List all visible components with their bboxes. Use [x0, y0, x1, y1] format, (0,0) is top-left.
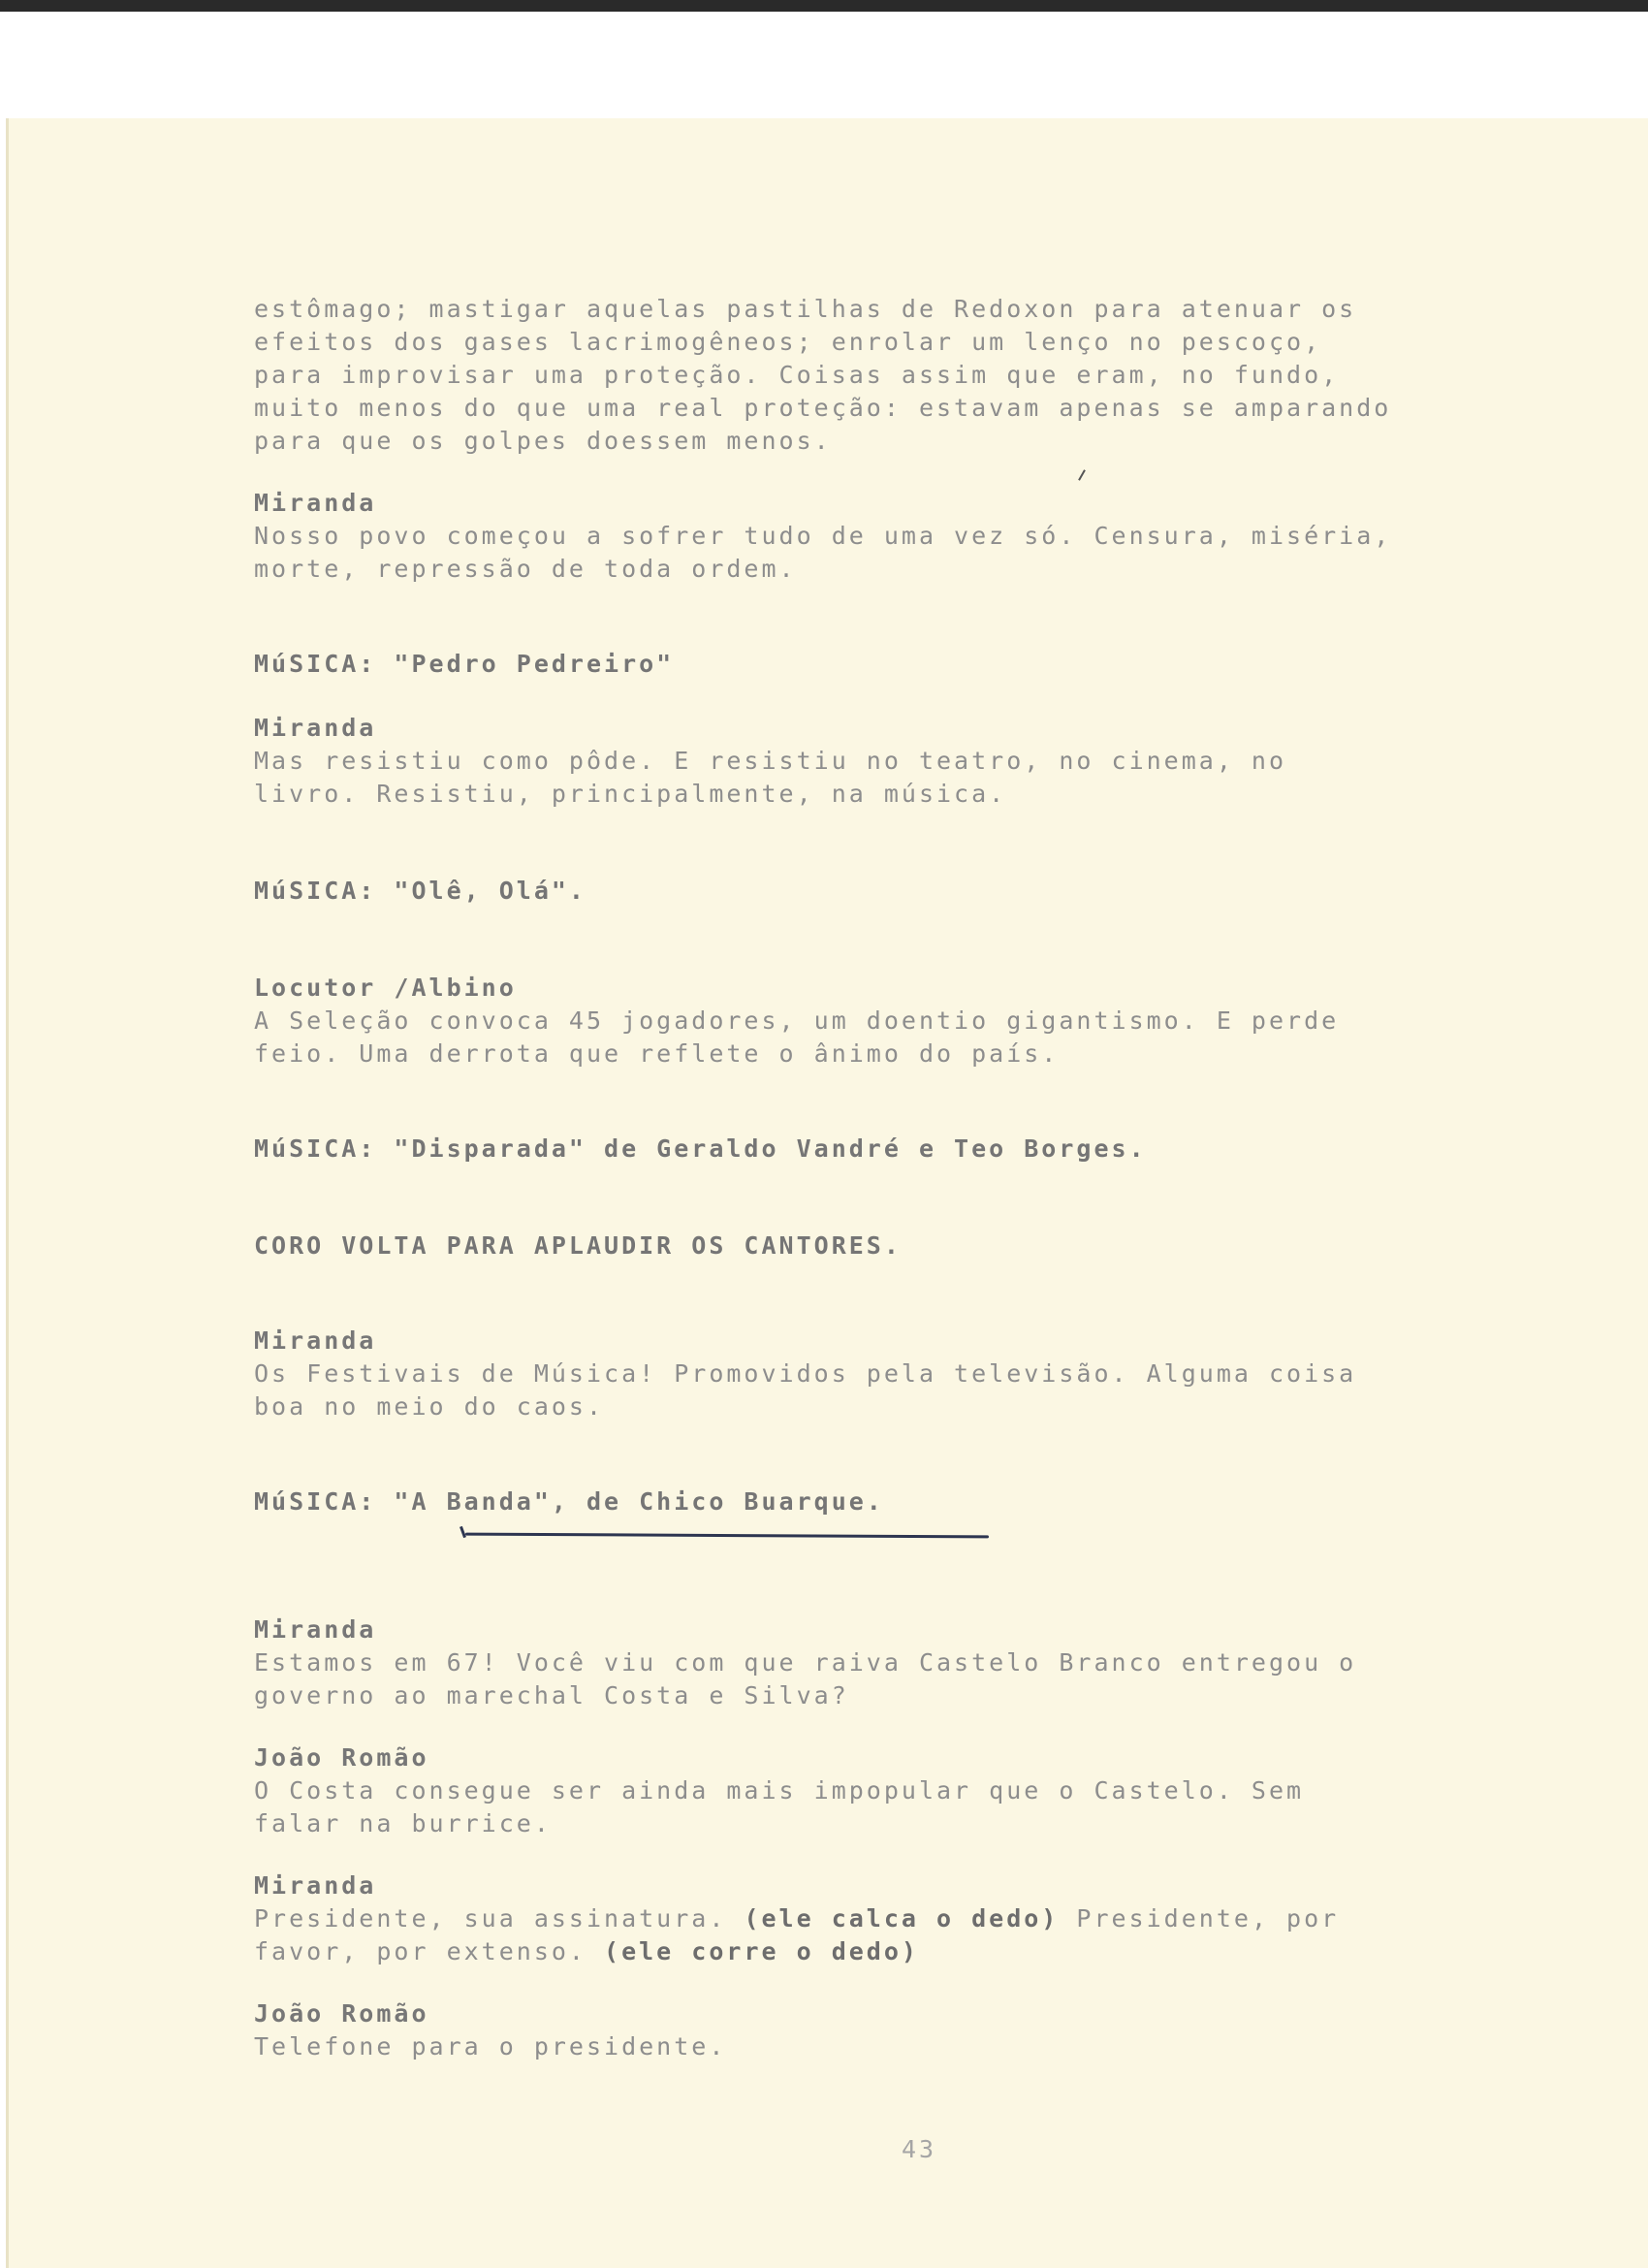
text-line: para improvisar uma proteção. Coisas assim que eram, no fundo,	[254, 361, 1340, 389]
text-line: efeitos dos gases lacrimogêneos; enrolar um lenço no pescoço,	[254, 328, 1322, 356]
dialogue-joao-romao-1	[254, 1741, 1514, 1840]
cue-text: MúSICA: "A Banda", de Chico Buarque.	[254, 1487, 884, 1516]
text-line: O Costa consegue ser ainda mais impopular que o Castelo. Sem	[254, 1776, 1305, 1805]
text-line	[254, 1902, 1514, 1935]
speaker-name: Miranda	[254, 1615, 377, 1644]
speaker-name: Miranda	[254, 1326, 377, 1355]
dialogue-joao-romao-2	[254, 1997, 1514, 2063]
speaker-name: Miranda	[254, 714, 377, 742]
text-line: morte, repressão de toda ordem.	[254, 555, 797, 583]
text-line: A Seleção convoca 45 jogadores, um doentio gigantismo. E perde	[254, 1006, 1340, 1035]
cue-text: MúSICA: "Olê, Olá".	[254, 877, 586, 905]
dialogue-miranda-2	[254, 712, 1514, 811]
text-line: livro. Resistiu, principalmente, na música.	[254, 780, 1007, 808]
cue-text: CORO VOLTA PARA APLAUDIR OS CANTORES.	[254, 1231, 902, 1260]
text-line	[254, 1935, 1514, 1968]
text-line: falar na burrice.	[254, 1809, 552, 1837]
music-cue-a-banda	[254, 1485, 1514, 1518]
dialogue-miranda-3	[254, 1325, 1514, 1423]
text-line: estômago; mastigar aquelas pastilhas de Redoxon para atenuar os	[254, 295, 1357, 323]
dialogue-text: favor, por extenso.	[254, 1937, 605, 1965]
dialogue-text: Presidente, sua assinatura.	[254, 1904, 745, 1933]
stage-direction: (ele calca o dedo)	[744, 1904, 1060, 1933]
text-line: Os Festivais de Música! Promovidos pela televisão. Alguma coisa	[254, 1359, 1357, 1388]
text-line: Mas resistiu como pôde. E resistiu no teatro, no cinema, no	[254, 747, 1287, 775]
dialogue-miranda-1	[254, 487, 1514, 586]
stage-direction-coro	[254, 1230, 1514, 1262]
text-line: Nosso povo começou a sofrer tudo de uma vez só. Censura, miséria,	[254, 522, 1392, 550]
speaker-name: Miranda	[254, 1871, 377, 1900]
cue-text: MúSICA: "Disparada" de Geraldo Vandré e Teo Borges.	[254, 1134, 1147, 1163]
page-number: 43	[902, 2135, 937, 2163]
text-line: para que os golpes doessem menos.	[254, 427, 832, 455]
speaker-name: João Romão	[254, 1743, 429, 1772]
dialogue-locutor	[254, 972, 1514, 1070]
dialogue-miranda-4	[254, 1613, 1514, 1712]
paragraph-continuation	[254, 293, 1514, 458]
speaker-name: João Romão	[254, 1999, 429, 2028]
cue-text: MúSICA: "Pedro Pedreiro"	[254, 650, 675, 678]
speaker-name: Locutor /Albino	[254, 974, 517, 1002]
text-line: Estamos em 67! Você viu com que raiva Castelo Branco entregou o	[254, 1648, 1357, 1677]
text-line: Telefone para o presidente.	[254, 2032, 727, 2060]
text-line: boa no meio do caos.	[254, 1392, 605, 1421]
text-line: muito menos do que uma real proteção: estavam apenas se amparando	[254, 394, 1392, 422]
dialogue-miranda-5	[254, 1869, 1514, 1968]
scan-border	[0, 0, 1648, 12]
text-line: feio. Uma derrota que reflete o ânimo do país.	[254, 1039, 1060, 1068]
music-cue-ole-ola	[254, 875, 1514, 908]
text-line: governo ao marechal Costa e Silva?	[254, 1681, 849, 1709]
speaker-name: Miranda	[254, 489, 377, 517]
music-cue-pedro-pedreiro	[254, 648, 1514, 681]
stage-direction: (ele corre o dedo)	[604, 1937, 919, 1965]
dialogue-text: Presidente, por	[1059, 1904, 1340, 1933]
music-cue-disparada	[254, 1133, 1514, 1166]
